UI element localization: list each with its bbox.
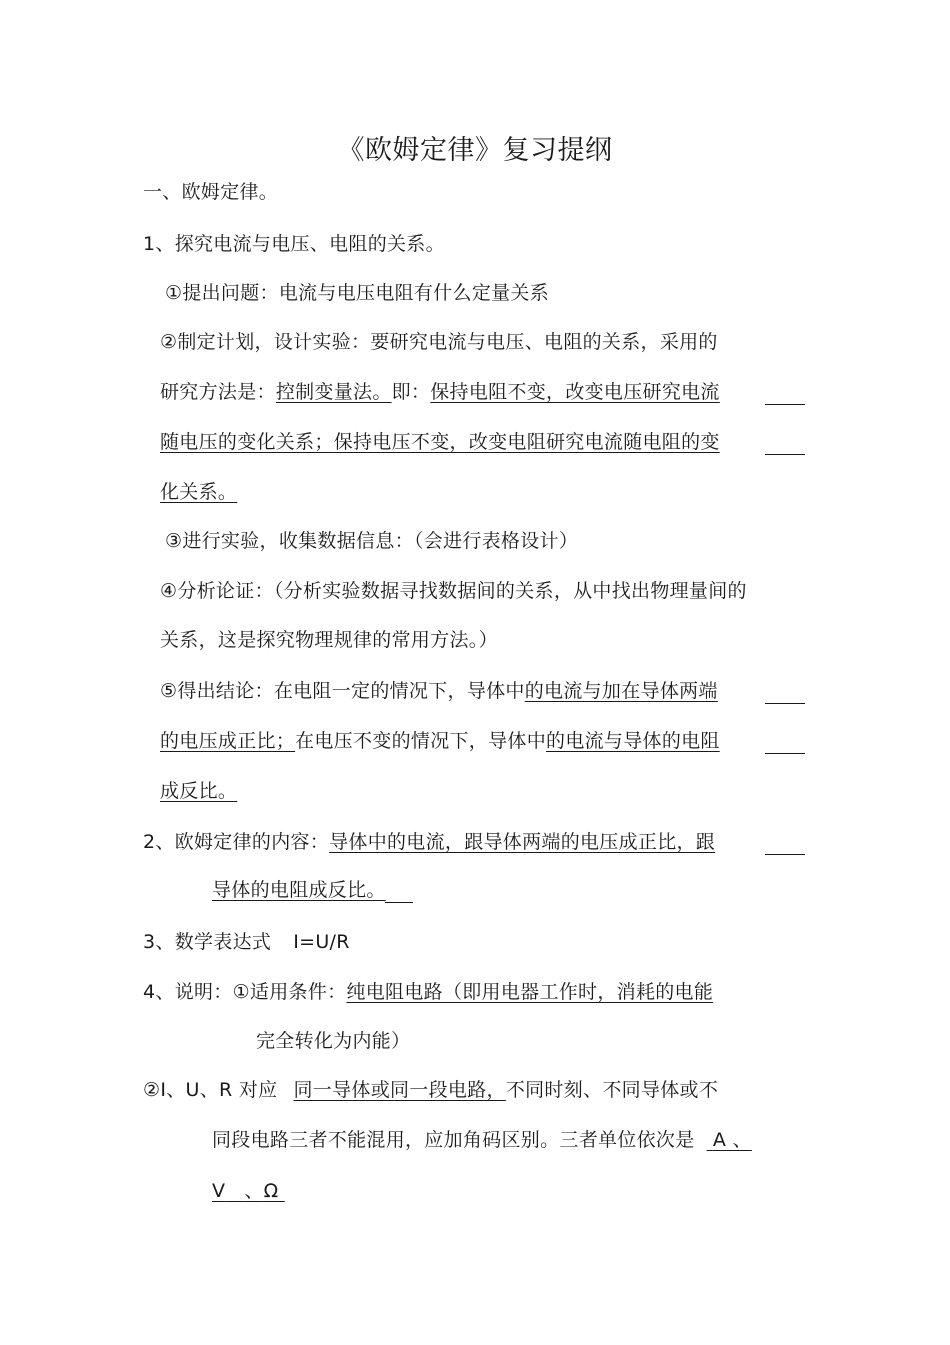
item-3-line [143, 930, 350, 954]
item-4-label: 4、说明：①适用条件： [143, 981, 347, 1003]
answer-blank-line [765, 404, 805, 405]
answer-blank-line [765, 703, 805, 704]
step-2-ie-label: 即： [391, 381, 431, 403]
step-2-line-1: ②制定计划，设计实验：要研究电流与电压、电阻的关系，采用的 [160, 331, 718, 353]
item-5-line-2 [212, 1128, 752, 1152]
step-5-answer-d: 成反比。 [160, 780, 238, 802]
item-2-line-1 [143, 830, 715, 854]
item-2-answer-a: 导体中的电流，跟导体两端的电压成正比，跟 [329, 831, 716, 853]
item-4-line-1 [143, 980, 713, 1004]
step-2-line-2 [160, 380, 720, 404]
item-5-answer-a: 同一导体或同一段电路， [293, 1079, 506, 1101]
step-5-condition-2: 在电压不变的情况下，导体中 [295, 730, 547, 752]
item-5-label: ②I、U、R 对应 [143, 1079, 278, 1101]
ohms-law-formula: I=U/R [293, 931, 350, 953]
step-2-line-3 [160, 430, 720, 454]
step-2-line-4 [160, 480, 237, 504]
step-5-line-1 [160, 679, 718, 703]
item-5-line-3 [212, 1179, 285, 1203]
unit-ampere: A 、 [712, 1129, 752, 1151]
answer-blank-line [765, 454, 805, 455]
step-5-line-2 [160, 729, 720, 753]
item-4-answer: 纯电阻电路（即用电器工作时，消耗的电能 [346, 981, 714, 1003]
page-title: 《欧姆定律》复习提纲 [337, 135, 613, 166]
item-1-heading: 1、探究电流与电压、电阻的关系。 [143, 233, 445, 255]
step-2-answer-d: 化关系。 [160, 481, 238, 503]
step-2-answer-b: 随电压的变化关系； [160, 431, 334, 453]
step-3-experiment: ③进行实验，收集数据信息：（会进行表格设计） [165, 530, 579, 552]
answer-blank-line [765, 854, 805, 855]
step-5-answer-a: 的电流与加在导体两端 [524, 680, 718, 702]
item-2-line-2 [212, 878, 386, 902]
item-2-label: 2、欧姆定律的内容： [143, 831, 330, 853]
step-2-answer-a: 保持电阻不变，改变电压研究电流 [430, 381, 720, 403]
section-heading: 一、欧姆定律。 [143, 181, 279, 203]
step-5-answer-b: 的电压成正比； [160, 730, 296, 752]
item-5-units-text: 同段电路三者不能混用，应加角码区别。三者单位依次是 [212, 1129, 695, 1151]
step-2-method-answer: 控制变量法。 [275, 381, 392, 403]
step-4-line-2: 关系，这是探究物理规律的常用方法。） [160, 629, 498, 651]
item-4-line-2: 完全转化为内能） [256, 1030, 411, 1052]
step-5-condition: ⑤得出结论：在电阻一定的情况下，导体中 [160, 680, 525, 702]
step-2-answer-c: 保持电压不变，改变电阻研究电流随电阻的变 [333, 431, 720, 453]
step-1-question: ①提出问题：电流与电压电阻有什么定量关系 [165, 282, 550, 304]
item-3-label: 3、数学表达式 [143, 931, 272, 953]
step-2-method-label: 研究方法是： [160, 381, 276, 403]
answer-blank-line [765, 753, 805, 754]
item-5-line-1 [143, 1078, 718, 1102]
step-5-line-3 [160, 779, 237, 803]
item-5-text: 不同时刻、不同导体或不 [505, 1079, 719, 1101]
step-4-line-1: ④分析论证：（分析实验数据寻找数据间的关系，从中找出物理量间的 [160, 580, 747, 602]
unit-volt-ohm: V 、Ω [212, 1180, 279, 1202]
item-2-answer-b: 导体的电阻成反比。 [212, 879, 386, 901]
step-5-answer-c: 的电流与导体的电阻 [546, 730, 720, 752]
answer-blank-line [385, 902, 413, 903]
